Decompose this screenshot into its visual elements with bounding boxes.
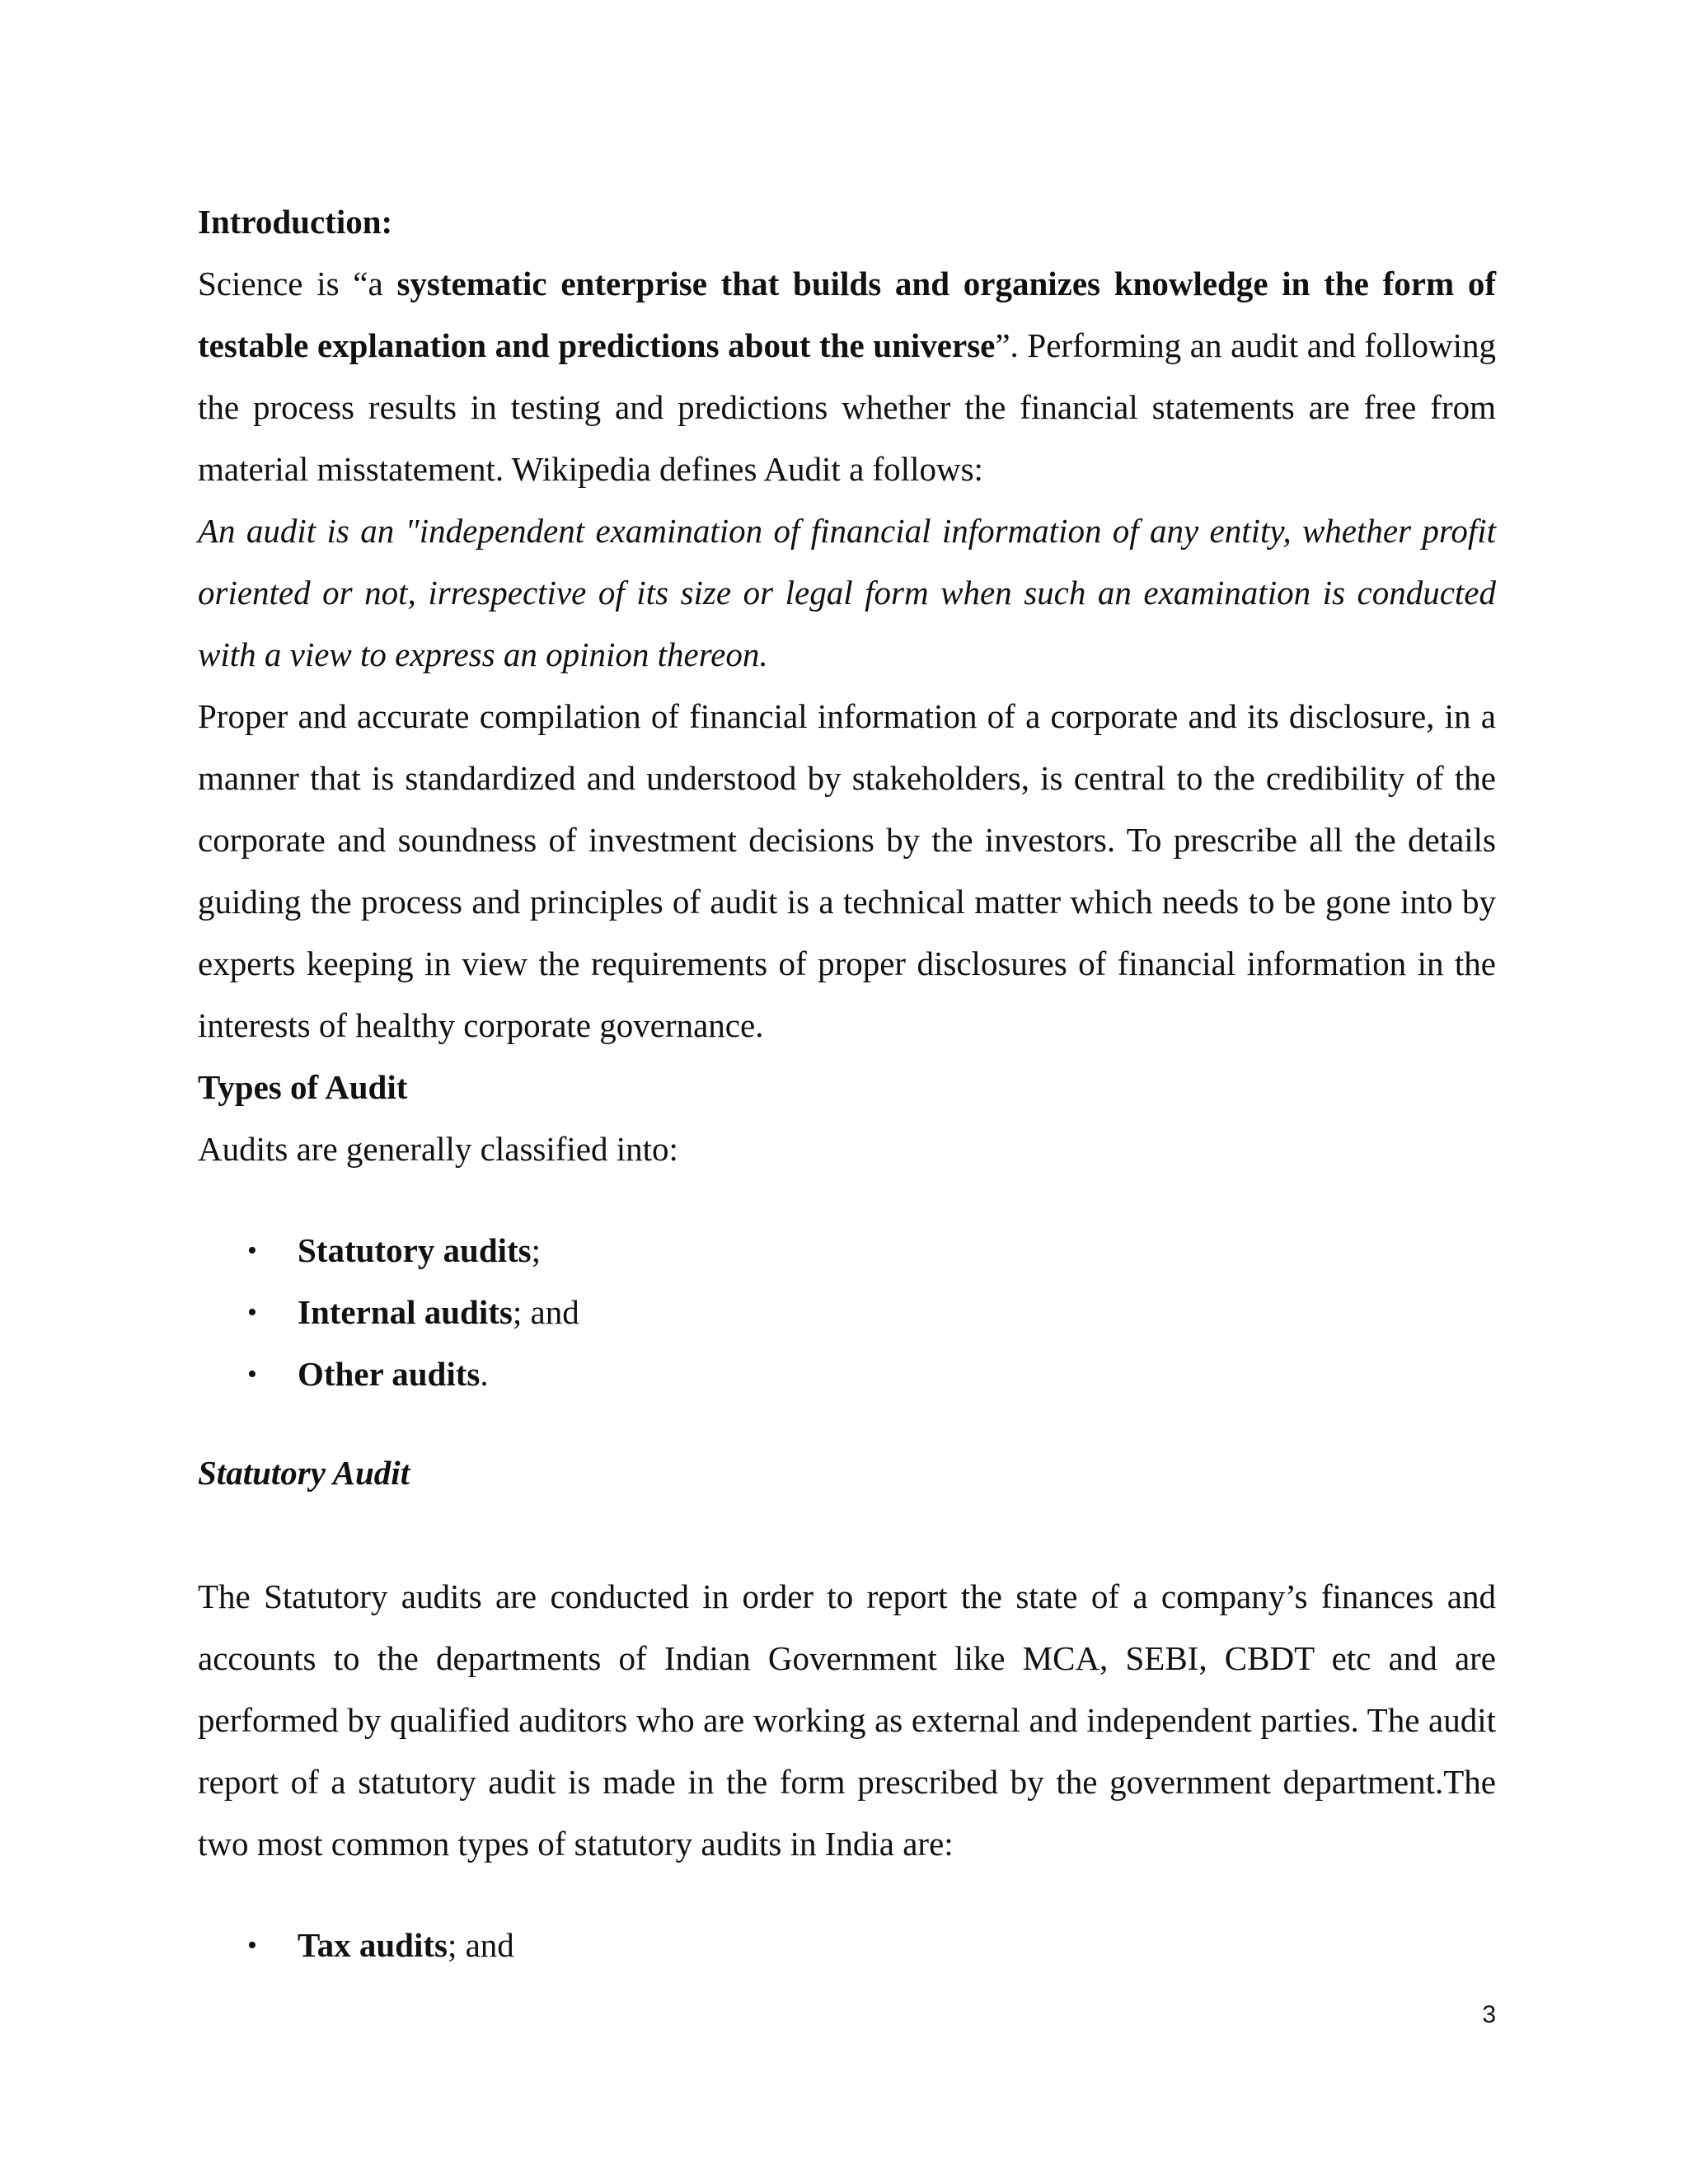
- list-item-bold: Statutory audits: [298, 1231, 532, 1269]
- list-item-rest: ;: [531, 1231, 542, 1269]
- list-item: [198, 1343, 1496, 1405]
- intro-text-start: Science is “a: [198, 265, 397, 302]
- types-intro-text: Audits are generally classified into:: [198, 1130, 678, 1168]
- statutory-audit-types-list: [198, 1915, 1496, 1976]
- bullet-icon: •: [247, 1235, 257, 1266]
- compilation-paragraph: Proper and accurate compilation of financial information of a corporate and its disclosure, in a manner that is standardized and understood by stakeholders, is central to the credibility of the corporate and soundness of investment decisions by the investors. To prescribe all the details guiding the process and principles of audit is a technical matter which needs to be gone into by experts keeping in view the requirements of proper disclosures of financial information in the interests of healthy corporate governance.: [198, 697, 1496, 1044]
- document-page: [198, 191, 1496, 1976]
- bullet-icon: •: [247, 1930, 257, 1961]
- intro-paragraph: [198, 253, 1496, 500]
- page-number: 3: [1482, 2001, 1496, 2028]
- intro-text-end: ”. Performing an audit and following the process results in testing and predictions whether the financial statements are free from material misstatement. Wikipedia defines Audit a follows:: [198, 326, 1496, 488]
- list-item-bold: Internal audits: [298, 1293, 513, 1331]
- list-item-rest: ; and: [512, 1293, 579, 1331]
- list-item: [198, 1915, 1496, 1976]
- list-item-bold: Tax audits: [298, 1926, 448, 1964]
- statutory-audit-paragraph: The Statutory audits are conducted in order to report the state of a company’s finances and accounts to the departments of Indian Government like MCA, SEBI, CBDT etc and are performed by qualified auditors who are working as external and independent parties. The audit report of a statutory audit is made in the form prescribed by the government department.The two most common types of statutory audits in India are:: [198, 1577, 1496, 1863]
- types-of-audit-heading: Types of Audit: [198, 1068, 408, 1106]
- science-definition-bold: systematic enterprise that builds and organizes knowledge in the form of testable explanation and predictions about the universe: [198, 265, 1496, 364]
- introduction-heading: Introduction:: [198, 203, 393, 241]
- list-item: [198, 1282, 1496, 1343]
- list-item-bold: Other audits: [298, 1355, 481, 1393]
- list-item-rest: ; and: [447, 1926, 514, 1964]
- audit-definition-quote: An audit is an "independent examination of financial information of any entity, whether profit oriented or not, irrespective of its size or legal form when such an examination is conducted with a view to express an opinion thereon.: [198, 512, 1496, 673]
- statutory-audit-heading: Statutory Audit: [198, 1454, 410, 1492]
- audit-types-list: [198, 1220, 1496, 1405]
- list-item-rest: .: [480, 1355, 489, 1393]
- list-item: [198, 1220, 1496, 1282]
- bullet-icon: •: [247, 1297, 257, 1328]
- bullet-icon: •: [247, 1359, 257, 1390]
